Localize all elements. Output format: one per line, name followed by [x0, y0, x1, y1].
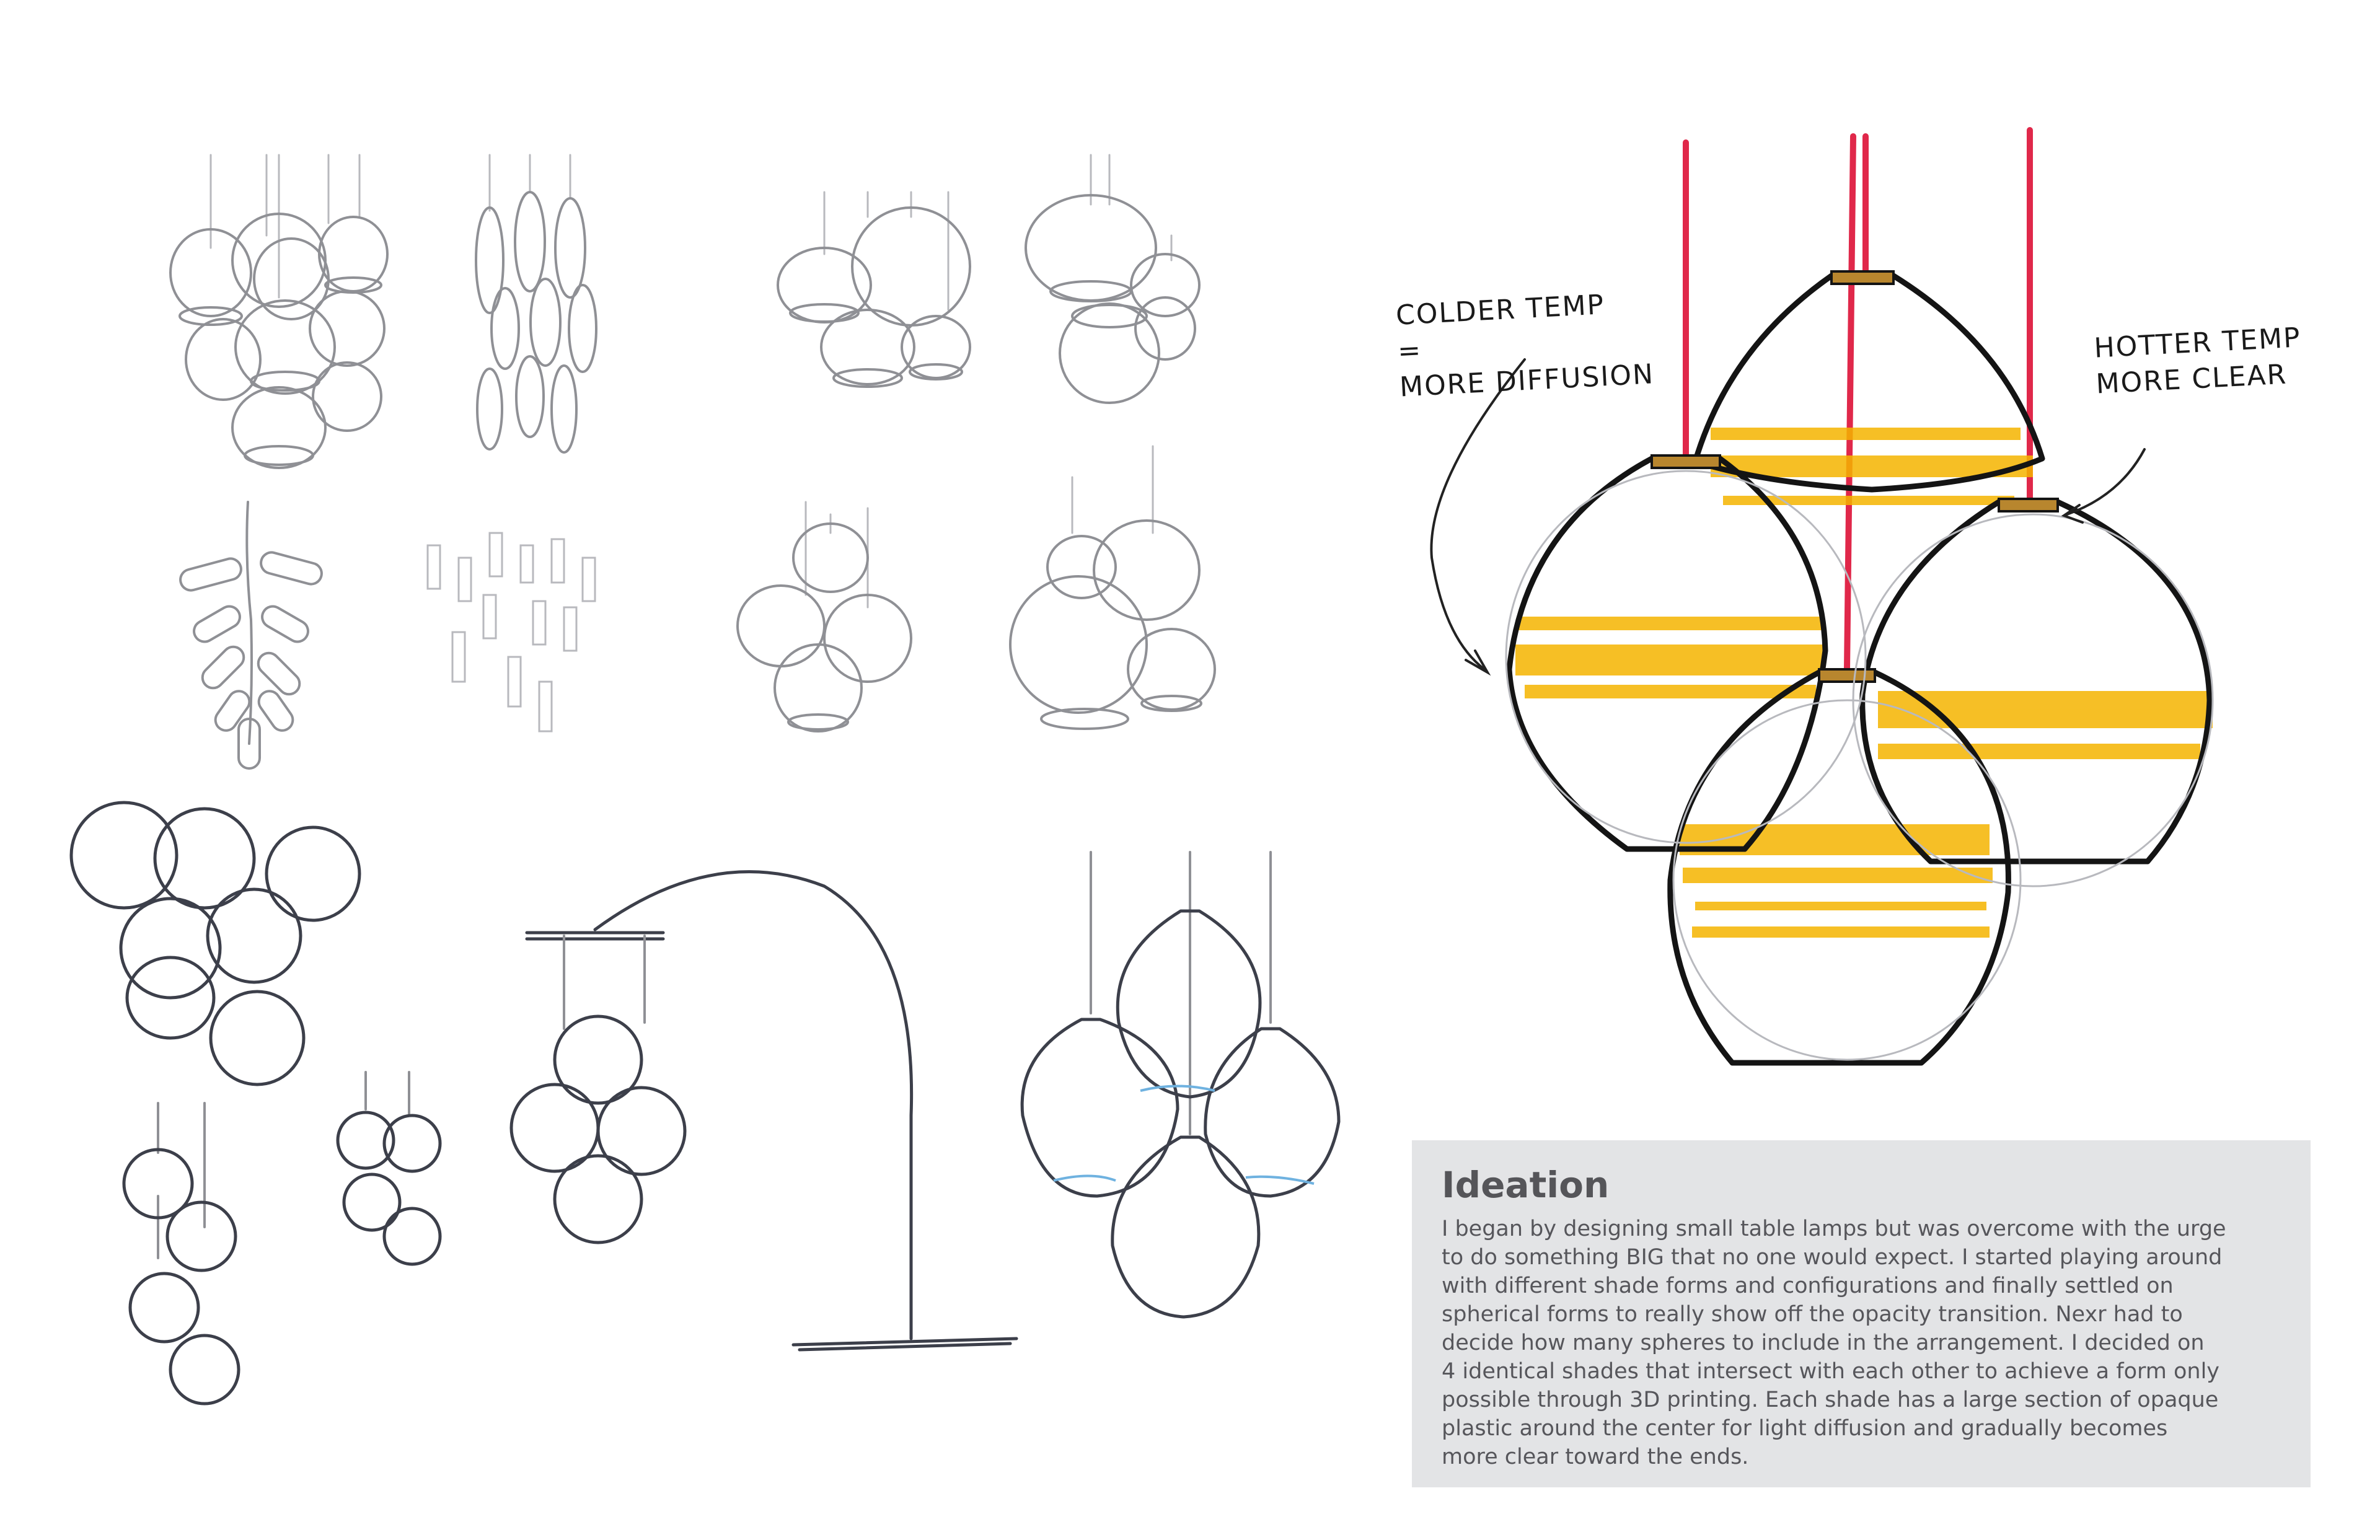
sketch-arc-floor-lamp	[511, 872, 1016, 1350]
sketch-pendant-stack-a	[738, 502, 911, 731]
sketch-branch-tubes	[178, 502, 324, 768]
shade-top-cap	[1831, 271, 1893, 284]
rendering-shade-intersection	[1431, 130, 2213, 1063]
shade-right-cap	[1999, 499, 2058, 511]
sketch-hanging-rings-a	[124, 1103, 239, 1404]
sketch-hanging-rings-b	[338, 1072, 440, 1264]
shade-front-cap	[1819, 669, 1875, 682]
sketch-pendant-quartet	[1022, 852, 1339, 1317]
annotation-colder-temp: COLDER TEMP = MORE DIFFUSION	[1395, 289, 1655, 403]
ideation-title: Ideation	[1442, 1164, 1610, 1206]
sketch-hanging-rectangles	[428, 533, 595, 731]
arrow-colder	[1431, 359, 1525, 669]
sketch-pendant-cluster-elongated	[476, 155, 596, 452]
shade-left-cap	[1652, 455, 1720, 468]
ideation-panel	[1412, 1140, 2311, 1487]
sketch-loose-circles	[71, 803, 359, 1085]
cord-center-a	[1847, 136, 1853, 669]
sketch-pendant-trio-a	[778, 192, 970, 387]
sketch-pendant-trio-b	[1026, 155, 1199, 403]
sketch-pendant-cluster-round	[170, 155, 387, 468]
ideation-body: I began by designing small table lamps but was overcome with the urge to do something BIG that no one would expect. I started playing around with different shade forms and configurations and finally settled on spherical forms to really show off the opacity transition. Nexr had to decide how many spheres to include in the arrangement. I decided on 4 identical shades that intersect with each other to achieve a form only possible through 3D printing. Each shade has a large section of opaque plastic around the center for light diffusion and gradually becomes more clear toward the ends.	[1442, 1217, 2226, 1469]
sketch-pendant-stack-b	[1010, 446, 1215, 729]
annotation-hotter-temp: HOTTER TEMP MORE CLEAR	[2093, 322, 2302, 400]
shade-right	[1862, 502, 2210, 861]
